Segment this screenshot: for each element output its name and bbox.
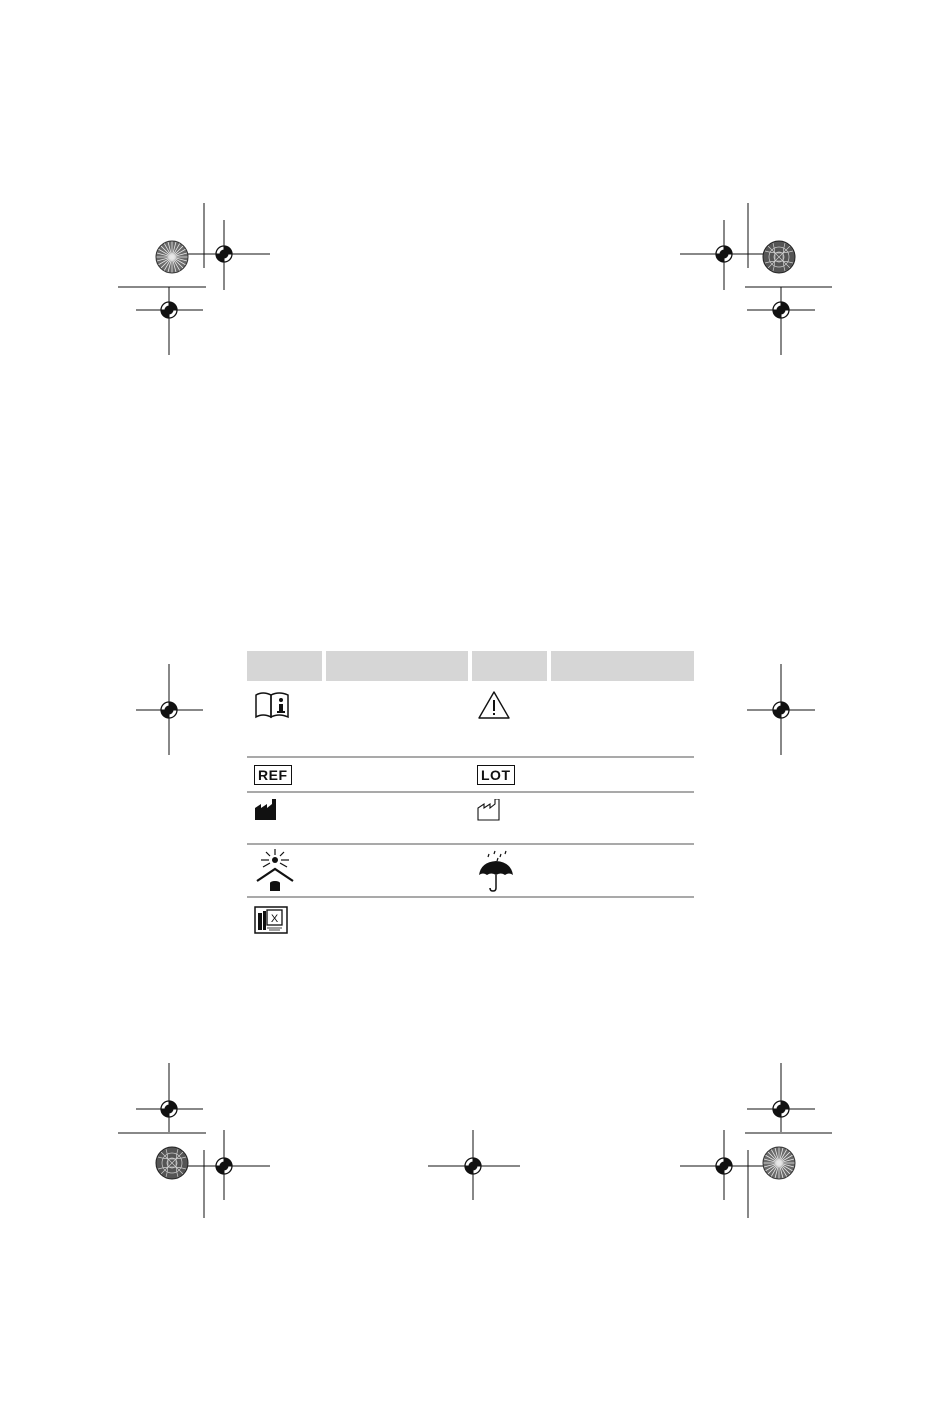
- table-row: [247, 793, 694, 845]
- date-of-manufacture-icon: [477, 799, 501, 821]
- svg-text:X: X: [270, 913, 279, 925]
- caution-icon: [477, 689, 511, 721]
- catalogue-number-icon: REF: [254, 765, 292, 785]
- manufacturer-icon: [254, 799, 278, 821]
- keep-dry-icon: [477, 849, 515, 893]
- header-cell-meaning-1: [326, 651, 468, 681]
- header-cell-symbol-1: [247, 651, 322, 681]
- batch-code-icon: LOT: [477, 765, 515, 785]
- table-row: [247, 898, 694, 940]
- keep-away-from-sunlight-icon: [252, 849, 298, 893]
- header-cell-meaning-2: [551, 651, 694, 681]
- symbols-table-header: [247, 651, 694, 681]
- xray-icon: [254, 906, 288, 934]
- table-row: [247, 758, 694, 793]
- table-row: [247, 845, 694, 898]
- consult-instructions-icon: [254, 689, 290, 721]
- table-row: [247, 681, 694, 758]
- header-cell-symbol-2: [472, 651, 547, 681]
